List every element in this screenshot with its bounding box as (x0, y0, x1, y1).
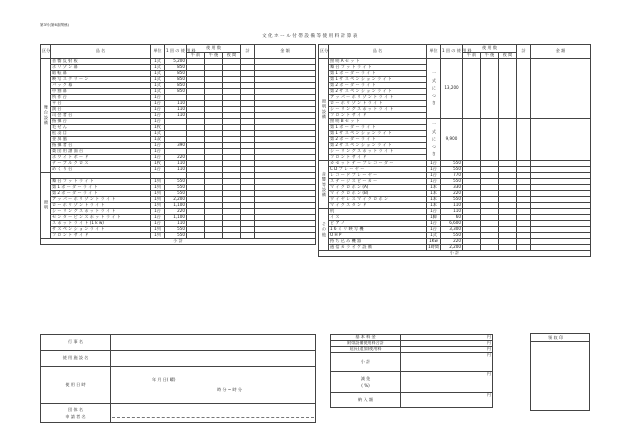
item-fee: 110 (165, 113, 187, 119)
item-name: ホ リ ゾ ン 幕 (51, 65, 151, 71)
item-fee: 550 (165, 227, 187, 233)
item-fee: 220 (441, 239, 463, 245)
item-fee: 220 (441, 191, 463, 197)
item-unit: 1台 (151, 101, 165, 107)
item-name: 暗 転 幕 (51, 71, 151, 77)
col-usage: 使 用 数 (187, 45, 241, 53)
set-unit: 一 式 に つ き (427, 59, 441, 119)
usage-cell[interactable] (499, 59, 517, 119)
item-name: マ イ ク ス タ ン ド (329, 203, 427, 209)
item-fee: 550 (441, 167, 463, 173)
usage-cell[interactable] (517, 119, 531, 161)
item-name: フ ロ ン ト サ イ ド (51, 233, 151, 239)
item-unit: 1式 (151, 83, 165, 89)
event-name-label: 行 事 名 (41, 335, 111, 351)
item-fee: 2,200 (441, 245, 463, 251)
item-fee: 5,200 (165, 59, 187, 65)
item-fee: 550 (165, 233, 187, 239)
discount-pct: ( %) (361, 383, 370, 388)
item-fee: 770 (441, 173, 463, 179)
discount-text: 減 免 (360, 376, 371, 381)
item-name: 中 割 幕 (51, 89, 151, 95)
item-name: 平 台 (51, 101, 151, 107)
right-fee-table (318, 44, 591, 257)
item-unit: 1列 (151, 197, 165, 203)
item-name: ロ ー ホ リ ゾ ン ト ラ イ ト (329, 101, 427, 107)
item-unit: 1双 (151, 137, 165, 143)
extension-fee-yen: 円 (401, 347, 493, 353)
section-label: 舞台設備 (41, 59, 51, 173)
col-afternoon: 午 後 (205, 52, 223, 58)
discount-label (331, 372, 401, 393)
item-name: 所 作 台 (51, 95, 151, 101)
item-unit: 1台 (427, 179, 441, 185)
event-name-field[interactable] (111, 335, 316, 351)
item-name: O H P (329, 233, 427, 239)
section-label: 照明 (41, 173, 51, 239)
col-item: 品 名 (51, 45, 151, 59)
item-name: 指 揮 者 台 (51, 143, 151, 149)
item-unit: 1Kw (427, 239, 441, 245)
applicant-label: 申 請 者 名 (65, 414, 86, 419)
item-unit: 1本 (427, 203, 441, 209)
item-name: サ ス ペ ン シ ョ ン ラ イ ト (51, 227, 151, 233)
item-name: 通 信 カ ラ オ ケ 設 備 (329, 245, 427, 251)
item-name: 第 2 ボ ー ダ ー ラ イ ト (51, 191, 151, 197)
totals-form (330, 334, 493, 408)
item-name: ア ッ パ ー ホ リ ゾ ン ト ラ イ ト (329, 95, 427, 101)
item-name: マ イ ク ロ ホ ン (A) (329, 185, 427, 191)
item-name: 指 揮 台 (51, 119, 151, 125)
item-name: 第 2 サ ス ペ ン シ ョ ン ラ イ ト (329, 89, 427, 95)
col-night-r: 夜 間 (499, 52, 517, 58)
item-unit: 1台 (151, 149, 165, 155)
item-fee: 110 (165, 161, 187, 167)
item-unit: 1列 (151, 203, 165, 209)
usage-cell[interactable] (531, 119, 591, 161)
time-text: 時 分 ~ 時 分 (217, 387, 243, 392)
item-fee: 850 (165, 83, 187, 89)
usage-cell[interactable] (499, 119, 517, 161)
item-name: ホ ワ イ ト ボ ー ド (51, 155, 151, 161)
item-name: 持 ち 込 み 機 器 (329, 239, 427, 245)
item-unit: 1本 (427, 191, 441, 197)
col-total-r: 計 (517, 45, 531, 59)
item-name: カ セ ッ ト テ ー プ レ コ ー ダ ー (329, 161, 427, 167)
usage-cell[interactable] (463, 59, 481, 119)
payment-yen: 円 (401, 393, 493, 408)
item-name: 照 明 A セ ッ ト (329, 59, 427, 65)
item-unit: 1列 (151, 227, 165, 233)
item-unit: 1台 (151, 167, 165, 173)
basic-fee-yen: 円 (401, 335, 493, 341)
item-fee: 6,600 (441, 221, 463, 227)
item-fee: 550 (165, 191, 187, 197)
equipment-total-yen: 円 (401, 341, 493, 347)
equipment-total-label: 附帯設備使用料合計 (331, 341, 401, 347)
item-unit: 1台 (151, 95, 165, 101)
item-fee: 60 (441, 215, 463, 221)
item-name: 舞 台 フ ッ ト ラ イ ト (329, 65, 427, 71)
item-name: フ ロ ン ト サ イ ド (329, 155, 427, 161)
col-unit-r: 単位 (427, 45, 441, 59)
datetime-field[interactable] (111, 367, 316, 404)
item-name: 毛 せ ん (51, 125, 151, 131)
item-unit: 1台 (151, 215, 165, 221)
item-name: 照 明 B セ ッ ト (329, 119, 427, 125)
item-fee: 850 (165, 77, 187, 83)
set-unit: 一 式 に つ き (427, 119, 441, 161)
item-fee: 550 (441, 197, 463, 203)
item-unit: 1式 (151, 89, 165, 95)
subtotal-label: 小 計 (331, 353, 401, 372)
col-afternoon-r: 午 後 (481, 52, 499, 58)
item-name: テ ー ブ ル ク ロ ス (51, 161, 151, 167)
col-usage-r: 使 用 数 (463, 45, 517, 53)
item-unit: 1本 (427, 197, 441, 203)
col-morning-r: 午 前 (463, 52, 481, 58)
item-unit: 1式 (151, 71, 165, 77)
item-name: 第 2 ボ ー ダ ー ラ イ ト (329, 137, 427, 143)
item-unit: 1枚 (151, 161, 165, 167)
col-item-r: 品 名 (329, 45, 427, 59)
item-name: イ ス (329, 215, 427, 221)
item-unit: 1列 (151, 185, 165, 191)
item-name: ア ッ パ ー ホ リ ゾ ン ト ラ イ ト (51, 197, 151, 203)
right-subtotal: 小 計 (319, 251, 591, 257)
item-name: 司 会 者 台 (51, 113, 151, 119)
item-unit: 1台 (427, 209, 441, 215)
item-fee: 550 (441, 179, 463, 185)
item-unit: 1式 (151, 131, 165, 137)
item-name: 第 1 ボ ー ダ ー ラ イ ト (51, 185, 151, 191)
item-fee: 550 (165, 185, 187, 191)
event-info-form (40, 334, 316, 423)
item-name: 第 1 ボ ー ダ ー ラ イ ト (329, 125, 427, 131)
item-fee: 850 (165, 89, 187, 95)
item-name: シ ー リ ン グ ス ポ ッ ト ラ イ ト (329, 107, 427, 113)
item-fee: 3,300 (441, 227, 463, 233)
col-amount: 金 額 (255, 45, 316, 59)
facility-label: 使 用 施 設 名 (41, 351, 111, 367)
item-name: 1 6 ミ リ 映 写 機 (329, 227, 427, 233)
usage-cell[interactable] (517, 59, 531, 119)
item-name: シ ー リ ン グ ス ポ ッ ト ラ イ ト (51, 209, 151, 215)
item-name: 演 台 (51, 107, 151, 113)
item-name: 第 2 サ ス ペ ン シ ョ ン ラ イ ト (329, 143, 427, 149)
item-unit: 1本 (427, 185, 441, 191)
item-name: 舞 台 フ ッ ト ラ イ ト (51, 179, 151, 185)
item-unit: 1台 (427, 161, 441, 167)
item-name: マ イ ク ロ ホ ン (B) (329, 191, 427, 197)
item-name: 机 (329, 209, 427, 215)
item-name: め く り 台 (51, 167, 151, 173)
set-fee: 9,900 (441, 119, 463, 161)
receipt-stamp-label: 領 収 印 (548, 335, 564, 340)
item-unit: 1台 (151, 209, 165, 215)
org-field[interactable] (111, 404, 316, 423)
item-unit: 1式 (151, 59, 165, 65)
item-name: ス テ ー ジ ス ピ ー カ ー (329, 179, 427, 185)
form-code: 第3号(第6条関係) (40, 23, 69, 27)
facility-field[interactable] (111, 351, 316, 367)
item-fee: 850 (165, 71, 187, 77)
item-name: 金 屏 風 (51, 137, 151, 143)
item-name: レ コ ー ド プ レ ー ヤ ー (329, 173, 427, 179)
date-text: 年 月 日( 曜) (152, 377, 176, 382)
item-unit: 1台 (151, 119, 165, 125)
item-fee: 220 (165, 155, 187, 161)
item-name: ワ イ ヤ レ ス マ イ ク ロ ホ ン (329, 197, 427, 203)
payment-label: 納 入 額 (331, 393, 401, 408)
col-category: 区分 (41, 45, 51, 59)
item-unit: 1枚 (151, 125, 165, 131)
item-unit: 1列 (151, 191, 165, 197)
col-category-r: 区分 (319, 45, 329, 59)
item-name: ス ポ ッ ト ラ イ ト (1 k w) (51, 221, 151, 227)
receipt-stamp-box (530, 333, 590, 411)
item-fee: 390 (165, 143, 187, 149)
left-subtotal: 小 計 (41, 239, 316, 245)
item-unit: 1台 (427, 227, 441, 233)
item-unit: 1式 (427, 233, 441, 239)
usage-cell[interactable] (463, 119, 481, 161)
item-unit: 1台 (151, 113, 165, 119)
item-name: 第 1 サ ス ペ ン シ ョ ン ラ イ ト (329, 131, 427, 137)
item-unit: 1時間 (428, 244, 439, 250)
col-unit: 単位 (151, 45, 165, 59)
item-name: 楽 団 用 譜 面 台 (51, 149, 151, 155)
item-fee: 110 (165, 167, 187, 173)
col-unit-fee: 1 回 の 使 用 料 (165, 45, 187, 59)
item-fee: 550 (441, 161, 463, 167)
page-title: 文 化 ホ ー ル 付 帯 設 備 等 使 用 料 計 算 表 (262, 34, 358, 39)
item-fee: 2,200 (165, 197, 187, 203)
usage-cell[interactable] (481, 119, 499, 161)
col-unit-fee-r: 1 回 の 使 用 料 (441, 45, 463, 59)
set-fee: 13,200 (441, 59, 463, 119)
item-fee: 110 (441, 209, 463, 215)
col-night: 夜 間 (223, 52, 241, 58)
datetime-label: 使 用 日 時 (41, 367, 111, 404)
item-name: ピ ア ノ (329, 221, 427, 227)
item-name: 松 羽 目 (51, 131, 151, 137)
col-amount-r: 金 額 (531, 45, 591, 59)
item-fee: 110 (165, 221, 187, 227)
item-unit: 1台 (151, 155, 165, 161)
item-unit: 1台 (427, 173, 441, 179)
item-unit: 1列 (151, 233, 165, 239)
item-fee: 550 (165, 179, 187, 185)
discount-yen: 円 (401, 372, 493, 393)
item-fee: 330 (441, 185, 463, 191)
item-unit: 1列 (151, 179, 165, 185)
section-label: その他 (319, 209, 329, 251)
item-name: 音 響 反 射 板 (51, 59, 151, 65)
item-unit: 1台 (427, 167, 441, 173)
extension-fee-label: 延長(追加)使用料 (331, 347, 401, 353)
item-unit: 1式 (151, 77, 165, 83)
item-unit: 1台 (151, 221, 165, 227)
col-total: 計 (241, 45, 255, 59)
item-unit: 1脚 (427, 215, 441, 221)
section-label: 照明設備 (319, 59, 329, 161)
item-name: バ ッ ク 幕 (51, 83, 151, 89)
left-fee-table (40, 44, 316, 245)
item-name: C D プ レ ー ヤ ー (329, 167, 427, 173)
item-fee: 110 (441, 203, 463, 209)
item-unit: 1式 (151, 65, 165, 71)
usage-cell[interactable] (481, 59, 499, 119)
subtotal-yen: 円 (401, 353, 493, 372)
item-name: 映 写 ス ク リ ー ン (51, 77, 151, 83)
org-label (41, 404, 111, 423)
item-unit: 1台 (427, 221, 441, 227)
org-name-label: 団 体 名 (68, 407, 83, 412)
item-unit: 1台 (151, 107, 165, 113)
item-name: ロ ー ホ リ ゾ ン ト ラ イ ト (51, 203, 151, 209)
item-fee: 110 (165, 101, 187, 107)
item-fee: 220 (165, 209, 187, 215)
usage-cell[interactable] (531, 59, 591, 119)
item-unit: 1台 (151, 143, 165, 149)
item-name: フ ロ ン ト サ イ ド (329, 113, 427, 119)
section-label: 音響等設備 (319, 161, 329, 209)
item-fee: 850 (165, 65, 187, 71)
item-fee: 1,100 (165, 215, 187, 221)
item-fee: 110 (165, 107, 187, 113)
item-fee: 1,100 (165, 203, 187, 209)
col-morning: 午 前 (187, 52, 205, 58)
item-name: シ ー リ ン グ ス ポ ッ ト ラ イ ト (329, 149, 427, 155)
basic-fee-label: 基 本 料 金 (331, 335, 401, 341)
item-fee: 550 (441, 233, 463, 239)
item-name: セ ン タ ー ピ ン ス ポ ッ ト ラ イ ト (51, 215, 151, 221)
item-name: 第 1 サ ス ペ ン シ ョ ン ラ イ ト (329, 77, 427, 83)
item-name: 第 1 ボ ー ダ ー ラ イ ト (329, 71, 427, 77)
item-name: 第 2 ボ ー ダ ー ラ イ ト (329, 83, 427, 89)
